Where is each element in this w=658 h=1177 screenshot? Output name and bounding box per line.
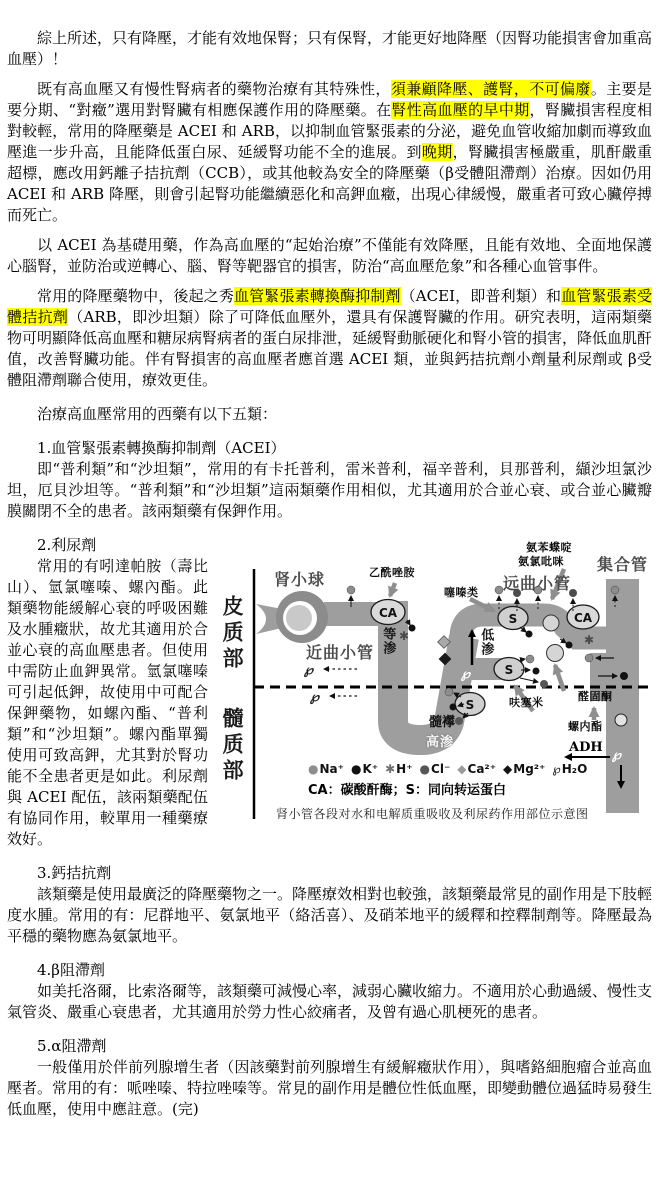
legend-item	[385, 759, 412, 780]
paragraph-3	[7, 235, 652, 277]
symporter-site: S	[504, 663, 514, 677]
section-3-body: 該類藥是使用最廣泛的降壓藥物之一。降壓療效相對也較強，該類藥最常見的副作用是下肢輕度水腫。常用的有：尼群地平、氨氯地平（絡活喜）、及硝苯地平的緩釋和控釋制劑等。降壓最為平穩的藥物應為氨氯地平。	[7, 885, 653, 945]
water-icon: ℘	[552, 762, 561, 776]
amiloride-label: 氨氯吡咪	[518, 555, 564, 568]
cl-ion-icon: ●	[419, 762, 431, 776]
water-symbol-ascending: ℘	[461, 667, 471, 682]
section-5-heading: 5.α阻滯劑	[37, 1037, 107, 1055]
section-2-heading: 2.利尿劑	[37, 536, 97, 554]
legend-item	[457, 759, 496, 780]
section-3-heading: 3.鈣拮抗劑	[37, 864, 112, 882]
highlight-early-mid-stage: 腎性高血壓的早中期	[391, 101, 530, 119]
legend-ion-label: Na⁺	[319, 762, 344, 776]
nephron-diagram-figure	[212, 541, 652, 843]
h-ion-star-icon: ✱	[399, 629, 410, 643]
acetazolamide-label: 乙酰唑胺	[369, 566, 415, 579]
triamterene-label: 氨苯蝶啶	[526, 541, 572, 554]
paragraph-2-run: 。主要是要分期、“對癥”選用對腎臟有相應保護作用的降壓藥。在	[7, 80, 652, 119]
section-4-heading: 4.β阻滯劑	[37, 961, 105, 979]
aldosterone-label: 醛固酮	[578, 690, 613, 703]
section-2-body: 常用的有吲達帕胺（壽比山）、氫氯噻嗪、螺內酯。此類藥物能緩解心衰的呼吸困難及水腫癥狀，故尤其適用於合並心衰的高血壓患者。但使用中需防止血鉀異常。氫氯噻嗪可引起低鉀，故使用中可配合保鉀藥物，如螺內酯、“普利類”和“沙坦類”。螺內酯單獨使用可致高鉀，尤其對於腎功能不全患者更是如此。利尿劑與 ACEI 配伍，該兩類藥配伍有協同作用，較單用一種藥療效好。	[7, 557, 208, 848]
carbonic-anhydrase-site: CA	[573, 611, 593, 625]
section-5-body: 一般僅用於伴前列腺增生者（因該藥對前列腺增生有緩解癥狀作用），與嗜鉻細胞瘤合並高血壓者。常用的有：哌唑嗪、特拉唑嗪等。常見的副作用是體位性低血壓，即變動體位過猛時易發生低血壓，使用中應註意。(完)	[7, 1058, 653, 1118]
paragraph-1-text: 綜上所述，只有降壓，才能有效地保腎；只有保腎，才能更好地降壓（因腎功能損害會加重高血壓）！	[7, 29, 653, 68]
diagram-caption: 肾小管各段对水和电解质重吸收及利尿药作用部位示意图	[276, 807, 589, 821]
paragraph-4-run: （ACEI，即普利類）和	[400, 287, 562, 305]
h-ion-star-icon: ✱	[584, 633, 595, 647]
paragraph-2-run: ，腎臟損害極嚴重，肌酐嚴重超標，應改用鈣離子拮抗劑（CCB），或其他較為安全的降壓藥（β受體阻滯劑）治療。因如仍用 ACEI 和 ARB 降壓，則會引起腎功能繼續惡化和高鉀血癥，出現心律緩慢，嚴重者可致心臟停搏而死亡。	[7, 143, 652, 224]
ca-ion-icon: ◆	[457, 762, 467, 776]
legend-ion-label: H⁺	[396, 762, 413, 776]
hypertonic-label: 高渗	[426, 735, 455, 750]
legend-ion-label: Ca²⁺	[467, 762, 497, 776]
symporter-site: S	[508, 612, 518, 626]
paragraph-4-run: 常用的降壓藥物中，後起之秀	[37, 287, 234, 305]
legend-item	[420, 759, 451, 780]
highlight-arb: 血管緊張素受體拮抗劑	[7, 287, 652, 326]
water-symbol-proximal: ℘	[304, 663, 314, 678]
section-4-body: 如美托洛爾，比索洛爾等，該類藥可減慢心率，減弱心臟收縮力。不適用於心動過緩、慢性支氣管炎、嚴重心衰患者，尤其適用於勞力性心絞痛者，及曾有過心肌梗死的患者。	[7, 982, 653, 1021]
paragraph-1	[7, 28, 652, 70]
distal-tubule-label: 远曲小管	[503, 574, 572, 593]
isotonic-label: 等渗	[380, 627, 396, 655]
proximal-tubule-label: 近曲小管	[306, 643, 375, 662]
highlight-protect-kidney: 須兼顧降壓、護腎，不可偏廢	[390, 80, 591, 98]
spironolactone-label: 螺内酯	[568, 720, 603, 733]
legend-ion-label: Mg²⁺	[513, 762, 546, 776]
paragraph-2	[7, 79, 652, 226]
k-ion-icon: ●	[350, 762, 362, 776]
paragraph-4-run: （ARB，即沙坦類）除了可降低血壓外，還具有保護腎臟的作用。研究表明，這兩類藥物可明顯降低高血壓和糖尿病腎病者的蛋白尿排泄，延緩腎動脈硬化和腎小管的損害，降低血肌酐值，改善腎臟功能。伴有腎損害的高血壓者應首選 ACEI 類，並與鈣拮抗劑小劑量利尿劑或 β受體阻滯劑聯合使用，療效更佳。	[7, 308, 653, 389]
loop-of-henle-label: 髓襻	[429, 715, 456, 730]
intro-five-classes: 治療高血壓常用的西藥有以下五類：	[37, 405, 278, 423]
h-ion-icon: ✱	[385, 762, 396, 776]
legend-item	[351, 759, 378, 780]
adh-label: ADH	[569, 740, 603, 755]
legend-ion-label: Cl⁻	[431, 762, 451, 776]
legend-item	[552, 759, 587, 780]
mg-ion-icon: ◆	[503, 762, 513, 776]
na-ion-icon: ●	[308, 762, 319, 776]
paragraph-3-text: 以 ACEI 為基礎用藥，作為高血壓的“起始治療”不僅能有效降壓，且能有效地、全面地保護心腦腎，並防治或逆轉心、腦、腎等靶器官的損害，防治“高血壓危象”和各種心血管事件。	[7, 236, 652, 275]
highlight-late-stage: 晚期	[421, 143, 453, 161]
glomerulus-shape	[256, 591, 328, 643]
highlight-acei: 血管緊張素轉換酶抑制劑	[233, 287, 401, 305]
section-1-body: 即“普利類”和“沙坦類”，常用的有卡托普利，雷米普利，福辛普利，貝那普利，纈沙坦氯沙坦，厄貝沙坦等。“普利類”和“沙坦類”這兩類藥作用相似，尤其適用於合並心衰、或合並心臟瓣膜關閉不全的患者。該兩類藥有保鉀作用。	[7, 460, 652, 520]
transporter-sites	[371, 600, 627, 727]
paragraph-2-run: 既有高血壓又有慢性腎病者的藥物治療有其特殊性，	[37, 80, 391, 98]
water-symbol-duct: ℘	[612, 748, 622, 763]
legend-item	[308, 759, 344, 780]
glomerulus-label: 肾小球	[274, 570, 326, 589]
section-1-heading: 1.血管緊張素轉換酶抑制劑（ACEI）	[37, 439, 286, 457]
medulla-region-label: 髓质部	[220, 707, 245, 785]
paragraph-4	[7, 286, 652, 391]
thiazides-label: 噻嗪类	[444, 586, 479, 599]
furosemide-label: 呋塞米	[509, 696, 544, 709]
collecting-duct-label: 集合管	[597, 555, 649, 574]
symporter-site: S	[465, 698, 475, 712]
legend-ion-label: H₂O	[561, 762, 588, 776]
cortex-region-label: 皮质部	[220, 595, 245, 673]
carbonic-anhydrase-site: CA	[378, 606, 398, 620]
section-2	[7, 535, 652, 850]
legend-item	[503, 759, 545, 780]
water-symbol-descending: ℘	[310, 690, 320, 705]
abbreviation-legend: CA：碳酸酐酶；S：同向转运蛋白	[308, 783, 506, 798]
hypotonic-label: 低渗	[478, 628, 494, 656]
paragraph-2-run: ，腎臟損害程度相對較輕，常用的降壓藥是 ACEI 和 ARB，以抑制血管緊張素的分泌，避免血管收縮加劇而導致血壓進一步升高，且能降低蛋白尿、延緩腎功能不全的進展。到	[7, 101, 652, 161]
legend-ion-label: K⁺	[362, 762, 379, 776]
ion-legend	[308, 759, 587, 780]
